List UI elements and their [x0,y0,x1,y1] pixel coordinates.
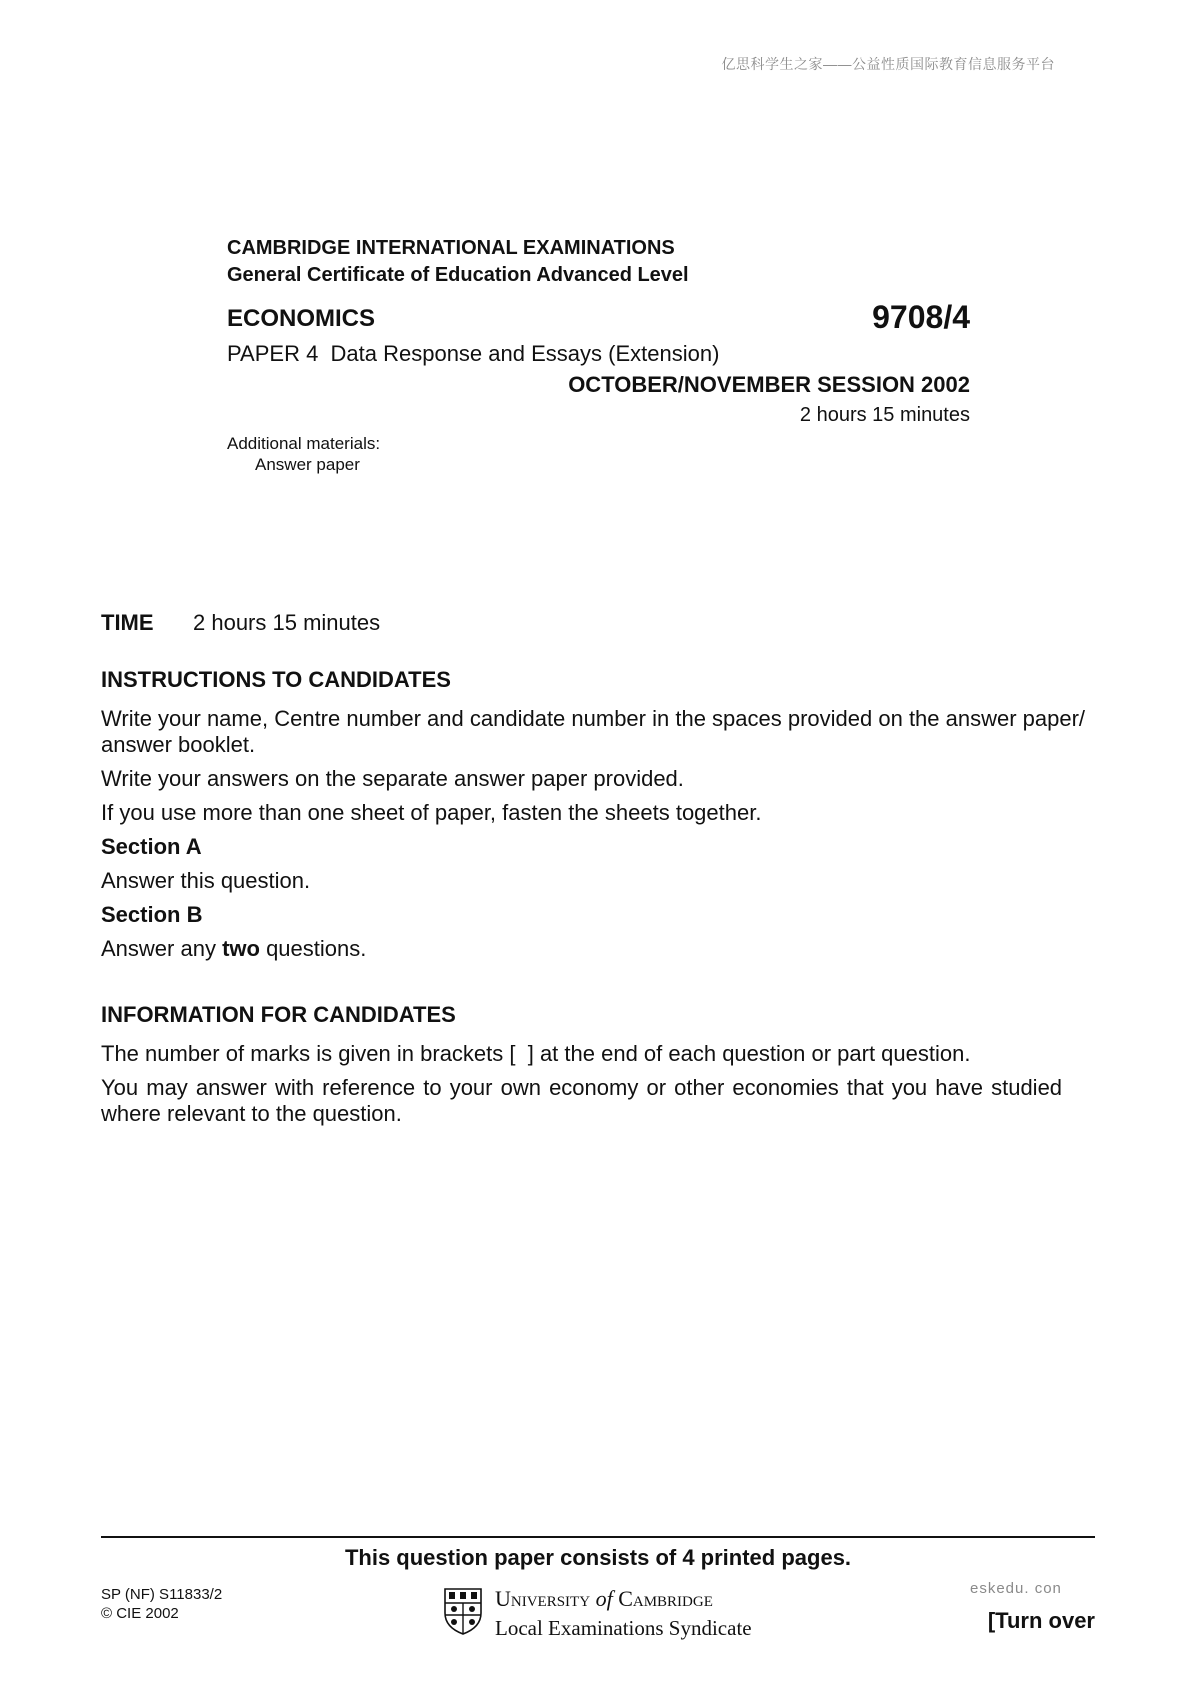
section-b-text [101,936,366,962]
section-b-text-pre: Answer any [101,936,223,961]
information-line: The number of marks is given in brackets [ ] at the end of each question or part question. [101,1041,971,1066]
uni-initial-u: U [495,1586,511,1611]
instruction-line-cont: answer booklet. [101,732,256,757]
duration: 2 hours 15 minutes [799,404,970,426]
instruction-line: If you use more than one sheet of paper, fasten the sheets together. [101,800,762,825]
exam-board: CAMBRIDGE INTERNATIONAL EXAMINATIONS [227,237,675,259]
pages-note: This question paper consists of 4 printed pages. [344,1545,852,1570]
watermark-bottom: eskedu. con [970,1580,1062,1597]
watermark-top: 亿思科学生之家——公益性质国际教育信息服务平台 [721,56,1055,72]
section-a-heading: Section A [101,834,202,859]
materials-label: Additional materials: [227,434,381,453]
section-b-text-post: questions. [259,936,367,961]
time-label: TIME [101,610,154,635]
uni-word-cambridge: ambridge [632,1586,713,1611]
uni-word-university: niversity [510,1586,591,1611]
paper-reference: SP (NF) S11833/2 [101,1586,223,1603]
time-value: 2 hours 15 minutes [193,610,381,635]
section-b-text-bold: two [222,936,260,961]
university-name [495,1586,713,1612]
paper-code: 9708/4 [872,299,970,335]
session: OCTOBER/NOVEMBER SESSION 2002 [568,372,970,397]
syndicate-name: Local Examinations Syndicate [495,1616,752,1640]
copyright: © CIE 2002 [101,1605,179,1622]
footer-rule [101,1536,1095,1538]
information-line-cont: where relevant to the question. [101,1101,402,1126]
paper-title: PAPER 4 Data Response and Essays (Extension) [227,341,720,366]
subject-title: ECONOMICS [227,305,376,332]
university-crest-icon [443,1587,483,1635]
information-line: You may answer with reference to your own economy or other economies that you have studied [101,1075,1063,1100]
instructions-heading: INSTRUCTIONS TO CANDIDATES [101,667,451,692]
turn-over: [Turn over [987,1608,1095,1633]
uni-initial-c: C [618,1586,633,1611]
information-heading: INFORMATION FOR CANDIDATES [101,1002,456,1027]
certificate-level: General Certificate of Education Advanced Level [227,264,689,286]
instruction-line: Write your name, Centre number and candidate number in the spaces provided on the answer paper/ [101,706,1086,731]
section-b-heading: Section B [101,902,203,927]
materials-item: Answer paper [255,455,360,474]
section-a-text: Answer this question. [101,868,311,893]
instruction-line: Write your answers on the separate answer paper provided. [101,766,684,791]
uni-word-of: of [595,1586,613,1611]
